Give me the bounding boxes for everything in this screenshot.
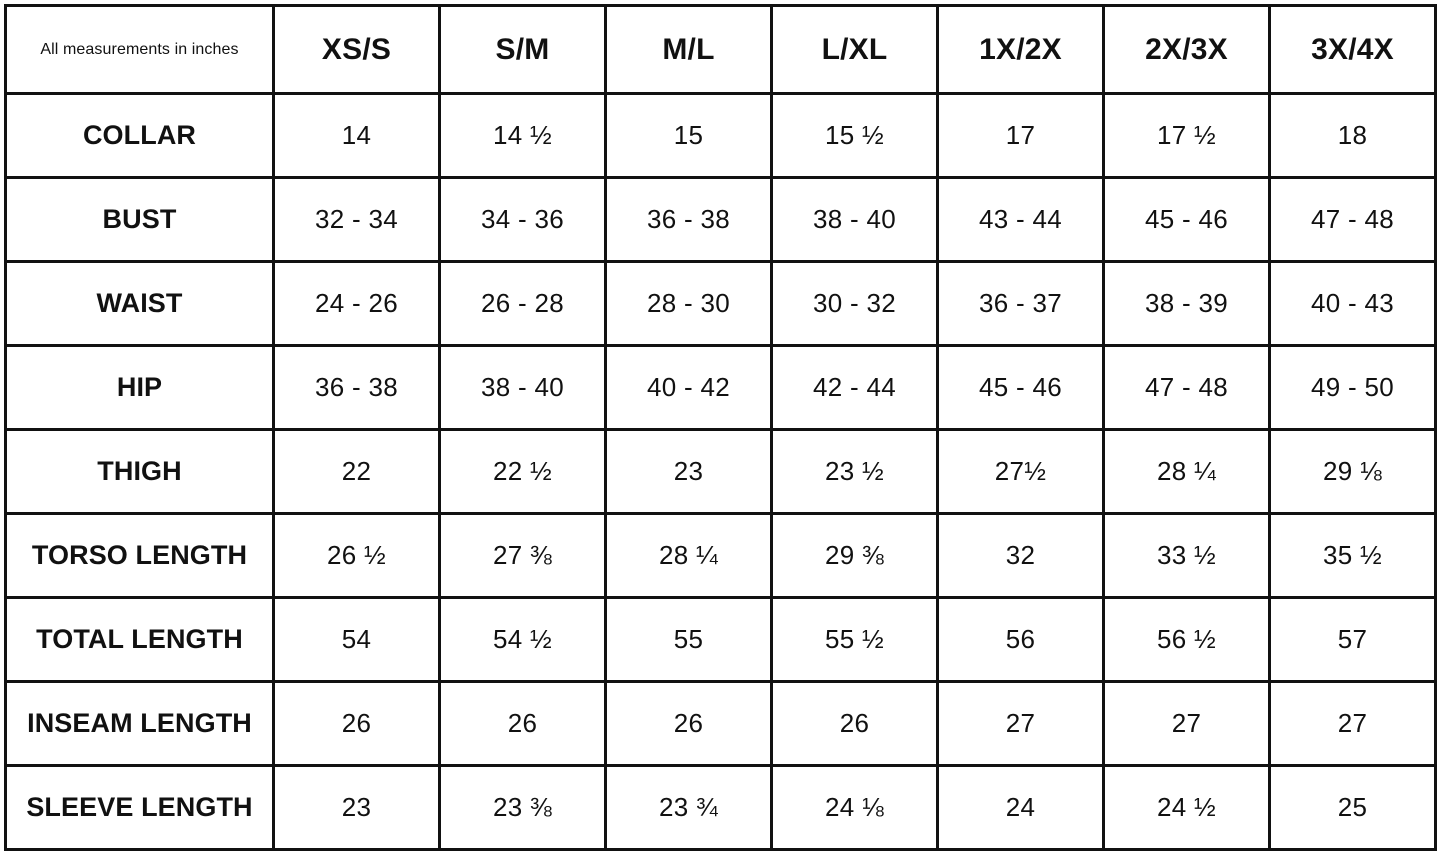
cell-waist-l-xl: 30 - 32 [772, 262, 938, 346]
cell-waist-xs-s: 24 - 26 [274, 262, 440, 346]
cell-collar-s-m: 14 ½ [440, 94, 606, 178]
cell-bust-xs-s: 32 - 34 [274, 178, 440, 262]
cell-hip-3x-4x: 49 - 50 [1270, 346, 1436, 430]
row-label-inseam-length: INSEAM LENGTH [6, 682, 274, 766]
cell-inseam-length-1x-2x: 27 [938, 682, 1104, 766]
cell-inseam-length-m-l: 26 [606, 682, 772, 766]
cell-bust-l-xl: 38 - 40 [772, 178, 938, 262]
cell-inseam-length-l-xl: 26 [772, 682, 938, 766]
table-row [6, 346, 1436, 430]
cell-torso-length-2x-3x: 33 ½ [1104, 514, 1270, 598]
column-header-l-xl: L/XL [772, 6, 938, 94]
cell-hip-m-l: 40 - 42 [606, 346, 772, 430]
cell-hip-1x-2x: 45 - 46 [938, 346, 1104, 430]
column-header-1x-2x: 1X/2X [938, 6, 1104, 94]
cell-total-length-3x-4x: 57 [1270, 598, 1436, 682]
table-row [6, 178, 1436, 262]
cell-thigh-xs-s: 22 [274, 430, 440, 514]
cell-torso-length-1x-2x: 32 [938, 514, 1104, 598]
column-header-xs-s: XS/S [274, 6, 440, 94]
cell-inseam-length-s-m: 26 [440, 682, 606, 766]
row-label-sleeve-length: SLEEVE LENGTH [6, 766, 274, 850]
row-label-collar: COLLAR [6, 94, 274, 178]
cell-thigh-s-m: 22 ½ [440, 430, 606, 514]
table-row [6, 430, 1436, 514]
cell-bust-s-m: 34 - 36 [440, 178, 606, 262]
cell-bust-3x-4x: 47 - 48 [1270, 178, 1436, 262]
table-row [6, 514, 1436, 598]
cell-torso-length-l-xl: 29 ⅜ [772, 514, 938, 598]
cell-sleeve-length-s-m: 23 ⅜ [440, 766, 606, 850]
column-header-m-l: M/L [606, 6, 772, 94]
row-label-hip: HIP [6, 346, 274, 430]
cell-total-length-xs-s: 54 [274, 598, 440, 682]
cell-inseam-length-xs-s: 26 [274, 682, 440, 766]
table-row [6, 682, 1436, 766]
cell-collar-xs-s: 14 [274, 94, 440, 178]
cell-waist-3x-4x: 40 - 43 [1270, 262, 1436, 346]
cell-total-length-2x-3x: 56 ½ [1104, 598, 1270, 682]
cell-bust-2x-3x: 45 - 46 [1104, 178, 1270, 262]
row-label-thigh: THIGH [6, 430, 274, 514]
table-header-row [6, 6, 1436, 94]
column-header-s-m: S/M [440, 6, 606, 94]
cell-collar-2x-3x: 17 ½ [1104, 94, 1270, 178]
cell-thigh-3x-4x: 29 ⅛ [1270, 430, 1436, 514]
cell-sleeve-length-2x-3x: 24 ½ [1104, 766, 1270, 850]
table-row [6, 598, 1436, 682]
cell-bust-1x-2x: 43 - 44 [938, 178, 1104, 262]
cell-sleeve-length-1x-2x: 24 [938, 766, 1104, 850]
cell-torso-length-3x-4x: 35 ½ [1270, 514, 1436, 598]
size-chart-table [4, 4, 1437, 851]
cell-inseam-length-3x-4x: 27 [1270, 682, 1436, 766]
cell-thigh-2x-3x: 28 ¼ [1104, 430, 1270, 514]
cell-total-length-1x-2x: 56 [938, 598, 1104, 682]
cell-torso-length-m-l: 28 ¼ [606, 514, 772, 598]
cell-waist-s-m: 26 - 28 [440, 262, 606, 346]
cell-waist-1x-2x: 36 - 37 [938, 262, 1104, 346]
cell-hip-s-m: 38 - 40 [440, 346, 606, 430]
table-row [6, 766, 1436, 850]
cell-sleeve-length-l-xl: 24 ⅛ [772, 766, 938, 850]
row-label-total-length: TOTAL LENGTH [6, 598, 274, 682]
cell-total-length-s-m: 54 ½ [440, 598, 606, 682]
cell-thigh-m-l: 23 [606, 430, 772, 514]
cell-torso-length-xs-s: 26 ½ [274, 514, 440, 598]
cell-total-length-m-l: 55 [606, 598, 772, 682]
cell-sleeve-length-xs-s: 23 [274, 766, 440, 850]
cell-collar-l-xl: 15 ½ [772, 94, 938, 178]
row-label-bust: BUST [6, 178, 274, 262]
cell-total-length-l-xl: 55 ½ [772, 598, 938, 682]
measurement-units-note: All measurements in inches [6, 6, 274, 94]
cell-waist-2x-3x: 38 - 39 [1104, 262, 1270, 346]
cell-bust-m-l: 36 - 38 [606, 178, 772, 262]
cell-torso-length-s-m: 27 ⅜ [440, 514, 606, 598]
cell-waist-m-l: 28 - 30 [606, 262, 772, 346]
cell-collar-3x-4x: 18 [1270, 94, 1436, 178]
cell-thigh-1x-2x: 27½ [938, 430, 1104, 514]
row-label-torso-length: TORSO LENGTH [6, 514, 274, 598]
table-row [6, 94, 1436, 178]
cell-hip-l-xl: 42 - 44 [772, 346, 938, 430]
cell-sleeve-length-3x-4x: 25 [1270, 766, 1436, 850]
row-label-waist: WAIST [6, 262, 274, 346]
cell-thigh-l-xl: 23 ½ [772, 430, 938, 514]
table-row [6, 262, 1436, 346]
cell-inseam-length-2x-3x: 27 [1104, 682, 1270, 766]
cell-collar-1x-2x: 17 [938, 94, 1104, 178]
cell-sleeve-length-m-l: 23 ¾ [606, 766, 772, 850]
column-header-3x-4x: 3X/4X [1270, 6, 1436, 94]
cell-collar-m-l: 15 [606, 94, 772, 178]
column-header-2x-3x: 2X/3X [1104, 6, 1270, 94]
cell-hip-xs-s: 36 - 38 [274, 346, 440, 430]
cell-hip-2x-3x: 47 - 48 [1104, 346, 1270, 430]
